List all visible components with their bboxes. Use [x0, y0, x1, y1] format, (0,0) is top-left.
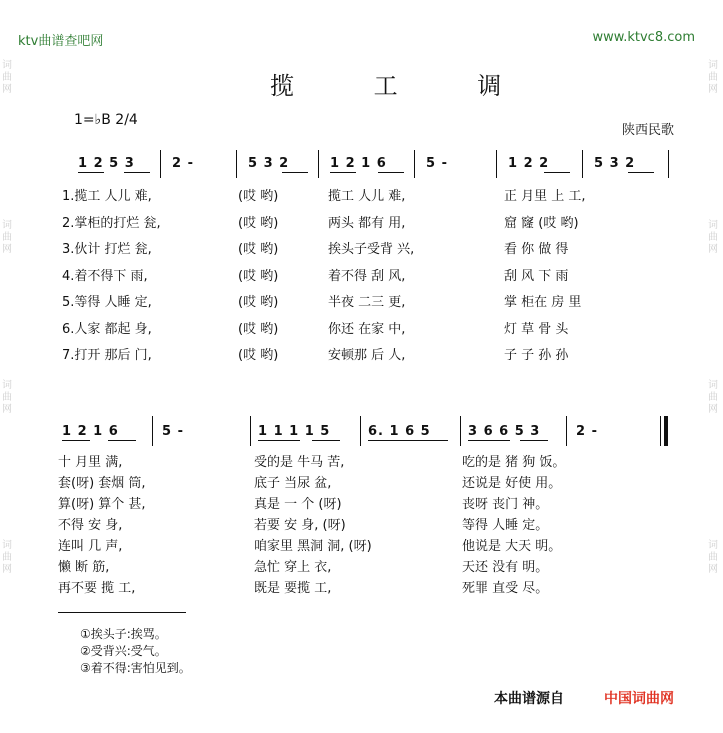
- site-link-left[interactable]: ktv曲谱查吧网: [18, 34, 104, 49]
- final-barline-thick: [664, 416, 668, 446]
- lyric-line: 天还 没有 明。: [462, 560, 549, 575]
- lyric-line: 5.等得 人睡 定,: [62, 295, 152, 310]
- measure: 3 6 6 5 3: [468, 424, 541, 439]
- lyric-line: 等得 人睡 定。: [462, 518, 549, 533]
- lyric-line: 安顿那 后 人,: [328, 348, 406, 363]
- measure: 5 -: [162, 424, 184, 439]
- source-label: 本曲谱源自: [494, 691, 564, 707]
- lyric-line: 1.揽工 人儿 难,: [62, 189, 152, 204]
- lyric-line: (哎 哟): [238, 215, 279, 231]
- beam: [368, 440, 448, 441]
- song-title: 揽 工 调: [270, 72, 538, 100]
- beam: [330, 172, 356, 173]
- lyric-line: 揽工 人儿 难,: [328, 189, 406, 204]
- lyrics-column-4: [504, 184, 586, 370]
- key-signature: 1=♭B 2/4: [74, 112, 138, 128]
- barline: [460, 416, 461, 446]
- lyric-line: 正 月里 上 工,: [504, 189, 586, 204]
- lyric-line: 挨头子受背 兴,: [328, 242, 415, 257]
- measure: 5 3 2: [248, 156, 290, 171]
- lyric-line: 不得 安 身,: [58, 518, 123, 533]
- lyric-line: 丧呀 丧门 神。: [462, 497, 549, 512]
- lyrics-column-1: [62, 184, 161, 370]
- lyric-line: 懒 断 筋,: [58, 560, 110, 575]
- measure: 1 2 1 6: [330, 156, 387, 171]
- lyric-line: 3.伙计 打烂 瓮,: [62, 242, 152, 257]
- beam: [312, 440, 340, 441]
- watermark-left: 词曲网: [2, 380, 12, 415]
- final-barline-thin: [660, 416, 661, 446]
- lyric-line: 连叫 几 声,: [58, 539, 123, 554]
- lyric-line: 急忙 穿上 衣,: [254, 560, 332, 575]
- watermark-left: 词曲网: [2, 60, 12, 95]
- song-origin: 陕西民歌: [622, 123, 675, 138]
- lyric-line: 7.打开 那后 门,: [62, 348, 152, 363]
- beam: [78, 172, 104, 173]
- beam: [258, 440, 300, 441]
- lyric-line: 底子 当尿 盆,: [254, 476, 332, 491]
- watermark-right: 词曲网: [708, 220, 718, 255]
- measure: 1 2 5 3: [78, 156, 135, 171]
- lyric-line: (哎 哟): [238, 189, 279, 204]
- barline: [414, 150, 415, 178]
- watermark-left: 词曲网: [2, 540, 12, 575]
- footnote: ③着不得:害怕见到。: [80, 661, 191, 675]
- lyric-line: (哎 哟): [238, 295, 279, 310]
- lyric-line: 受的是 牛马 苦,: [254, 455, 345, 470]
- lyrics-column-1: [58, 452, 146, 599]
- beam: [520, 440, 548, 441]
- measure: 2 -: [172, 156, 194, 171]
- lyric-line: (哎 哟): [238, 321, 279, 337]
- beam: [62, 440, 90, 441]
- lyric-line: 他说是 大天 明。: [462, 539, 562, 554]
- barline: [566, 416, 567, 446]
- measure: 2 -: [576, 424, 598, 439]
- lyric-line: 套(呀) 套烟 筒,: [58, 476, 146, 491]
- measure: 1 1 1 1 5: [258, 424, 331, 439]
- watermark-right: 词曲网: [708, 540, 718, 575]
- lyric-line: 十 月里 满,: [58, 455, 123, 470]
- barline: [318, 150, 319, 178]
- lyric-line: 刮 风 下 雨: [504, 268, 569, 284]
- barline: [236, 150, 237, 178]
- lyric-line: 咱家里 黑洞 洞, (呀): [254, 539, 372, 554]
- measure: 1 2 2: [508, 156, 550, 171]
- lyric-line: 看 你 做 得: [504, 242, 569, 257]
- lyrics-column-2: [254, 452, 372, 599]
- watermark-left: 词曲网: [2, 220, 12, 255]
- lyric-line: 若要 安 身, (呀): [254, 518, 346, 533]
- lyric-line: 窟 窿 (哎 哟): [504, 215, 579, 231]
- lyric-line: (哎 哟): [238, 348, 279, 363]
- watermark-right: 词曲网: [708, 380, 718, 415]
- lyric-line: 既是 要揽 工,: [254, 581, 332, 596]
- lyric-line: (哎 哟): [238, 242, 279, 257]
- barline: [160, 150, 161, 178]
- lyrics-column-3: [462, 452, 565, 599]
- footnotes: [80, 626, 191, 677]
- barline: [582, 150, 583, 178]
- lyric-line: 6.人家 都起 身,: [62, 321, 152, 337]
- barline: [668, 150, 669, 178]
- lyric-line: 着不得 刮 风,: [328, 268, 406, 284]
- site-link-right[interactable]: www.ktvc8.com: [592, 30, 695, 45]
- lyric-line: 2.掌柜的打烂 瓮,: [62, 215, 161, 231]
- lyric-line: 半夜 二三 更,: [328, 295, 406, 310]
- footnote-divider: [58, 612, 186, 613]
- beam: [468, 440, 510, 441]
- barline: [152, 416, 153, 446]
- lyric-line: 4.着不得下 雨,: [62, 268, 148, 284]
- measure: 1 2 1 6: [62, 424, 119, 439]
- measure: 5 -: [426, 156, 448, 171]
- lyric-line: 两头 都有 用,: [328, 215, 406, 231]
- lyric-line: 再不要 揽 工,: [58, 581, 136, 596]
- measure: 5 3 2: [594, 156, 636, 171]
- beam: [124, 172, 150, 173]
- beam: [628, 172, 654, 173]
- lyrics-column-3: [328, 184, 414, 370]
- lyric-line: (哎 哟): [238, 268, 279, 284]
- beam: [108, 440, 136, 441]
- lyric-line: 灯 草 骨 头: [504, 321, 569, 337]
- lyric-line: 死罪 直受 尽。: [462, 581, 549, 596]
- lyric-line: 还说是 好使 用。: [462, 476, 562, 491]
- footnote: ②受背兴:受气。: [80, 644, 167, 658]
- lyrics-column-2: [238, 184, 278, 370]
- measure: 6. 1 6 5: [368, 424, 431, 439]
- lyric-line: 吃的是 猪 狗 饭。: [462, 455, 566, 470]
- lyric-line: 真是 一 个 (呀): [254, 497, 342, 512]
- beam: [544, 172, 570, 173]
- lyric-line: 你还 在家 中,: [328, 321, 406, 337]
- beam: [378, 172, 404, 173]
- lyric-line: 子 子 孙 孙: [504, 348, 569, 363]
- barline: [496, 150, 497, 178]
- barline: [360, 416, 361, 446]
- lyric-line: 算(呀) 算个 甚,: [58, 497, 146, 512]
- watermark-right: 词曲网: [708, 60, 718, 95]
- barline: [250, 416, 251, 446]
- source-site-link[interactable]: 中国词曲网: [604, 691, 674, 707]
- beam: [282, 172, 308, 173]
- footnote: ①挨头子:挨骂。: [80, 627, 167, 641]
- lyric-line: 掌 柜在 房 里: [504, 295, 582, 310]
